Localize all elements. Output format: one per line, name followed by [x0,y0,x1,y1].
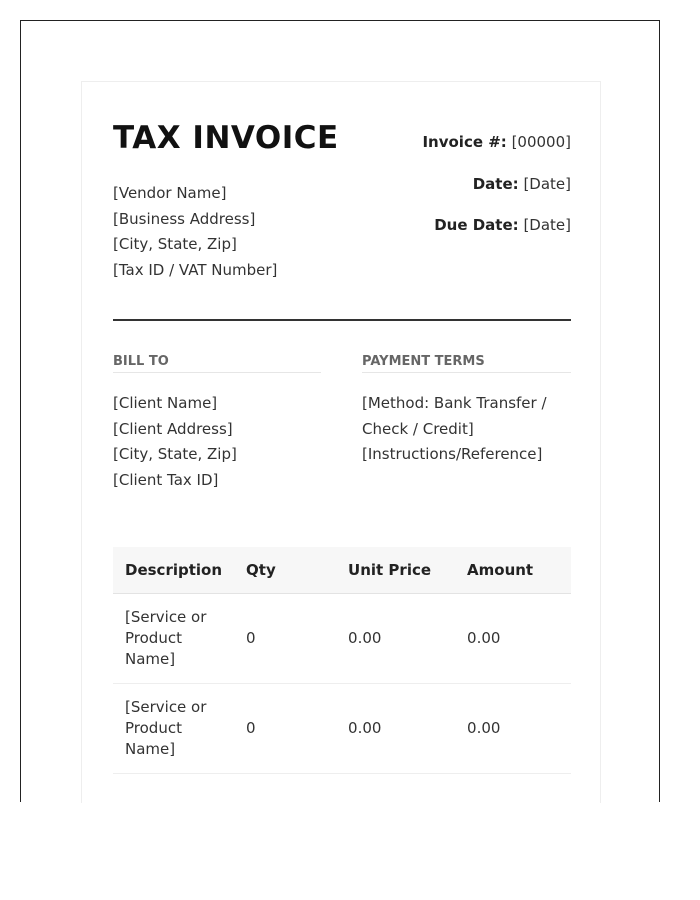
due-date-label: Due Date: [434,216,519,234]
cell-qty: 0 [234,594,336,684]
invoice-number-label: Invoice #: [422,133,507,151]
table-row [113,594,571,684]
cell-qty: 0 [234,684,336,774]
cell-unit-price: 0.00 [336,684,455,774]
column-header-description: Description [113,547,234,594]
payment-method-line-2: Check / Credit] [362,419,474,438]
invoice-date-value: [Date] [523,174,571,193]
cell-unit-price: 0.00 [336,594,455,684]
cell-amount: 0.00 [455,594,571,684]
table-header-row [113,547,571,594]
cell-description: [Service or Product Name] [113,594,234,684]
client-address: [Client Address] [113,419,233,438]
line-items-table [113,547,571,774]
table-row [113,684,571,774]
vendor-address: [Business Address] [113,209,256,228]
vendor-tax-id: [Tax ID / VAT Number] [113,261,278,280]
client-tax-id: [Client Tax ID] [113,471,219,490]
invoice-sheet [81,81,601,803]
payment-method-line-1: [Method: Bank Transfer / [362,394,547,412]
cell-amount: 0.00 [455,684,571,774]
vendor-name: [Vendor Name] [113,184,227,202]
due-date-value: [Date] [523,216,571,234]
column-header-unit-price: Unit Price [336,547,455,594]
cell-description: [Service or Product Name] [113,684,234,774]
payment-terms-section [362,354,571,468]
vendor-block [113,181,277,284]
invoice-title: TAX INVOICE [113,120,339,156]
vendor-city: [City, State, Zip] [113,235,237,254]
bill-to-section [113,354,321,494]
document-frame [20,20,660,802]
invoice-meta [422,132,571,257]
invoice-number-value: [00000] [511,133,571,151]
header-divider [113,319,571,321]
payment-terms-lines [362,391,571,468]
column-header-qty: Qty [234,547,336,594]
invoice-date-row [422,174,571,194]
client-city: [City, State, Zip] [113,445,237,464]
payment-instructions: [Instructions/Reference] [362,445,543,464]
due-date-row [422,215,571,235]
bill-to-lines [113,391,321,494]
column-header-amount: Amount [455,547,571,594]
bill-to-heading: BILL TO [113,354,321,373]
invoice-number-row [422,132,571,152]
client-name: [Client Name] [113,394,218,412]
invoice-date-label: Date: [472,174,519,193]
payment-terms-heading: PAYMENT TERMS [362,354,571,373]
